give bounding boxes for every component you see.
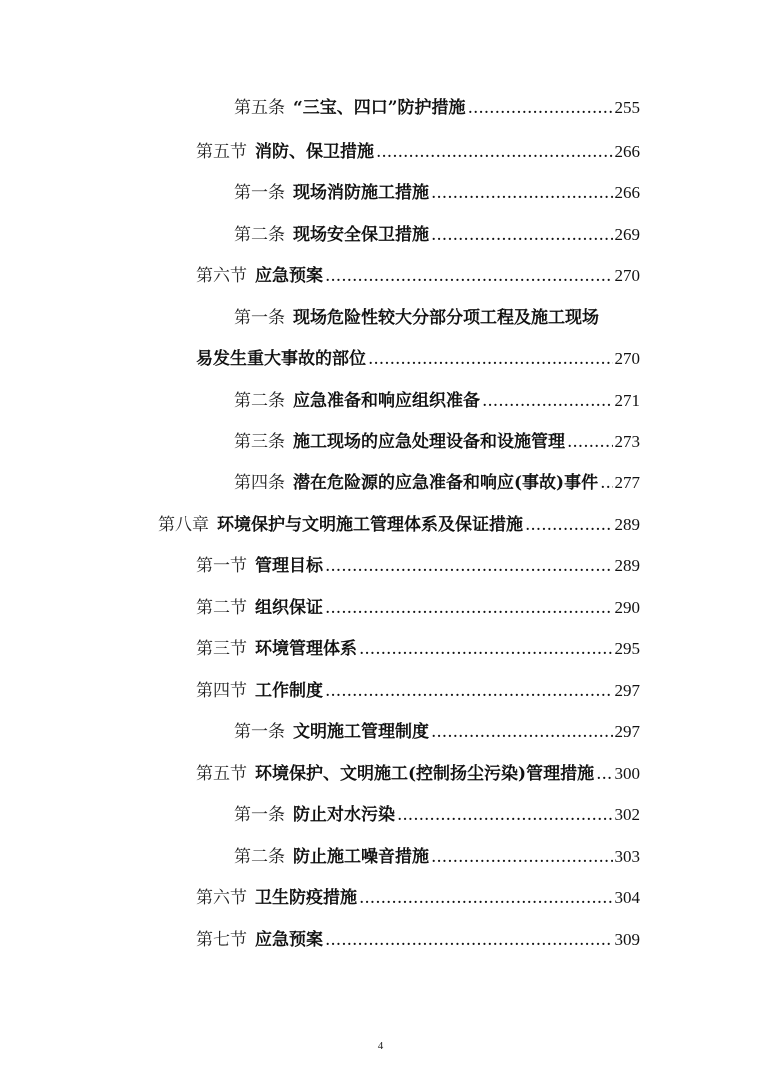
toc-entry-number: 第五节 — [196, 764, 247, 784]
toc-entry-number: 第六节 — [196, 266, 247, 286]
dot-leader — [596, 763, 612, 785]
toc-entry-title: 防止施工噪音措施 — [293, 847, 429, 867]
dot-leader — [567, 431, 613, 453]
dot-leader — [431, 721, 613, 743]
toc-entry-page: 270 — [614, 266, 640, 285]
dot-leader — [600, 472, 612, 494]
toc-entry-title: 应急预案 — [255, 266, 323, 286]
toc-entry-title: 施工现场的应急处理设备和设施管理 — [293, 432, 565, 452]
toc-entry-title: 应急准备和响应组织准备 — [293, 391, 480, 411]
toc-entry[interactable] — [234, 182, 640, 204]
page-number: 4 — [377, 1040, 384, 1052]
toc-entry[interactable] — [234, 97, 640, 119]
toc-entry[interactable] — [234, 307, 599, 329]
toc-entry-title: 卫生防疫措施 — [255, 888, 357, 908]
toc-entry-number: 第一条 — [234, 183, 285, 203]
toc-entry-title: 工作制度 — [255, 681, 323, 701]
toc-entry-number: 第四节 — [196, 681, 247, 701]
toc-entry-page: 289 — [614, 515, 640, 534]
toc-entry[interactable] — [196, 597, 640, 619]
toc-entry-number: 第二条 — [234, 847, 285, 867]
toc-entry-page: 300 — [614, 764, 640, 783]
toc-entry-number: 第二条 — [234, 391, 285, 411]
toc-entry-number: 第一节 — [196, 556, 247, 576]
toc-entry-page: 302 — [614, 805, 640, 824]
toc-entry[interactable] — [196, 265, 640, 287]
dot-leader — [397, 804, 613, 826]
toc-entry-number: 第一条 — [234, 805, 285, 825]
dot-leader — [325, 929, 613, 951]
toc-entry-title: 现场危险性较大分部分项工程及施工现场 — [293, 308, 599, 328]
toc-entry-title: 应急预案 — [255, 930, 323, 950]
toc-entry[interactable] — [196, 763, 640, 785]
toc-entry-page: 309 — [614, 930, 640, 949]
dot-leader — [431, 182, 613, 204]
toc-entry-title: 组织保证 — [255, 598, 323, 618]
toc-entry-page: 303 — [614, 847, 640, 866]
toc-entry-number: 第二节 — [196, 598, 247, 618]
toc-entry-number: 第三节 — [196, 639, 247, 659]
toc-entry-number: 第四条 — [234, 473, 285, 493]
toc-entry[interactable] — [234, 846, 640, 868]
toc-entry[interactable] — [196, 929, 640, 951]
toc-entry-page: 297 — [614, 681, 640, 700]
toc-entry-page: 290 — [614, 598, 640, 617]
toc-entry-title: 现场消防施工措施 — [293, 183, 429, 203]
toc-entry-page: 266 — [614, 183, 640, 202]
dot-leader — [325, 680, 613, 702]
toc-entry-number: 第三条 — [234, 432, 285, 452]
dot-leader — [431, 224, 613, 246]
toc-entry[interactable] — [234, 431, 640, 453]
toc-entry-page: 266 — [614, 142, 640, 161]
toc-entry-number: 第八章 — [158, 515, 209, 535]
dot-leader — [325, 555, 613, 577]
toc-entry-page: 304 — [614, 888, 640, 907]
toc-entry-title: 潜在危险源的应急准备和响应(事故)事件 — [293, 473, 599, 493]
toc-entry-title: 易发生重大事故的部位 — [196, 349, 366, 369]
toc-entry-page: 289 — [614, 556, 640, 575]
toc-entry-title: 现场安全保卫措施 — [293, 225, 429, 245]
toc-entry[interactable] — [234, 804, 640, 826]
toc-entry-title: 防止对水污染 — [293, 805, 395, 825]
toc-entry-number: 第六节 — [196, 888, 247, 908]
dot-leader — [359, 638, 613, 660]
dot-leader — [325, 597, 613, 619]
toc-entry-title: 文明施工管理制度 — [293, 722, 429, 742]
toc-entry[interactable] — [234, 390, 640, 412]
toc-entry-number: 第一条 — [234, 722, 285, 742]
dot-leader — [325, 265, 613, 287]
toc-entry-title: 消防、保卫措施 — [255, 142, 374, 162]
toc-entry-page: 273 — [614, 432, 640, 451]
toc-entry-number: 第五节 — [196, 142, 247, 162]
toc-entry-number: 第五条 — [234, 98, 285, 118]
toc-entry[interactable] — [234, 721, 640, 743]
toc-entry-page: 255 — [614, 98, 640, 117]
toc-entry[interactable] — [196, 887, 640, 909]
toc-entry[interactable] — [196, 638, 640, 660]
toc-entry-page: 270 — [614, 349, 640, 368]
dot-leader — [376, 141, 613, 163]
toc-entry[interactable] — [196, 555, 640, 577]
toc-entry[interactable] — [196, 348, 640, 370]
toc-entry[interactable] — [234, 472, 640, 494]
dot-leader — [525, 514, 613, 536]
toc-entry-page: 297 — [614, 722, 640, 741]
toc-entry[interactable] — [158, 514, 640, 536]
dot-leader — [359, 887, 613, 909]
toc-entry-page: 269 — [614, 225, 640, 244]
toc-entry-title: “三宝、四口”防护措施 — [293, 98, 466, 118]
dot-leader — [482, 390, 613, 412]
toc-entry-number: 第一条 — [234, 308, 285, 328]
toc-entry[interactable] — [234, 224, 640, 246]
toc-entry[interactable] — [196, 141, 640, 163]
toc-entry-title: 管理目标 — [255, 556, 323, 576]
toc-entry-title: 环境管理体系 — [255, 639, 357, 659]
toc-entry-title: 环境保护与文明施工管理体系及保证措施 — [217, 515, 523, 535]
dot-leader — [368, 348, 613, 370]
toc-entry-page: 295 — [614, 639, 640, 658]
dot-leader — [431, 846, 613, 868]
toc-entry-page: 277 — [614, 473, 640, 492]
toc-entry-page: 271 — [614, 391, 640, 410]
dot-leader — [468, 97, 613, 119]
toc-entry-number: 第二条 — [234, 225, 285, 245]
toc-entry[interactable] — [196, 680, 640, 702]
toc-entry-number: 第七节 — [196, 930, 247, 950]
toc-entry-title: 环境保护、文明施工(控制扬尘污染)管理措施 — [255, 764, 595, 784]
